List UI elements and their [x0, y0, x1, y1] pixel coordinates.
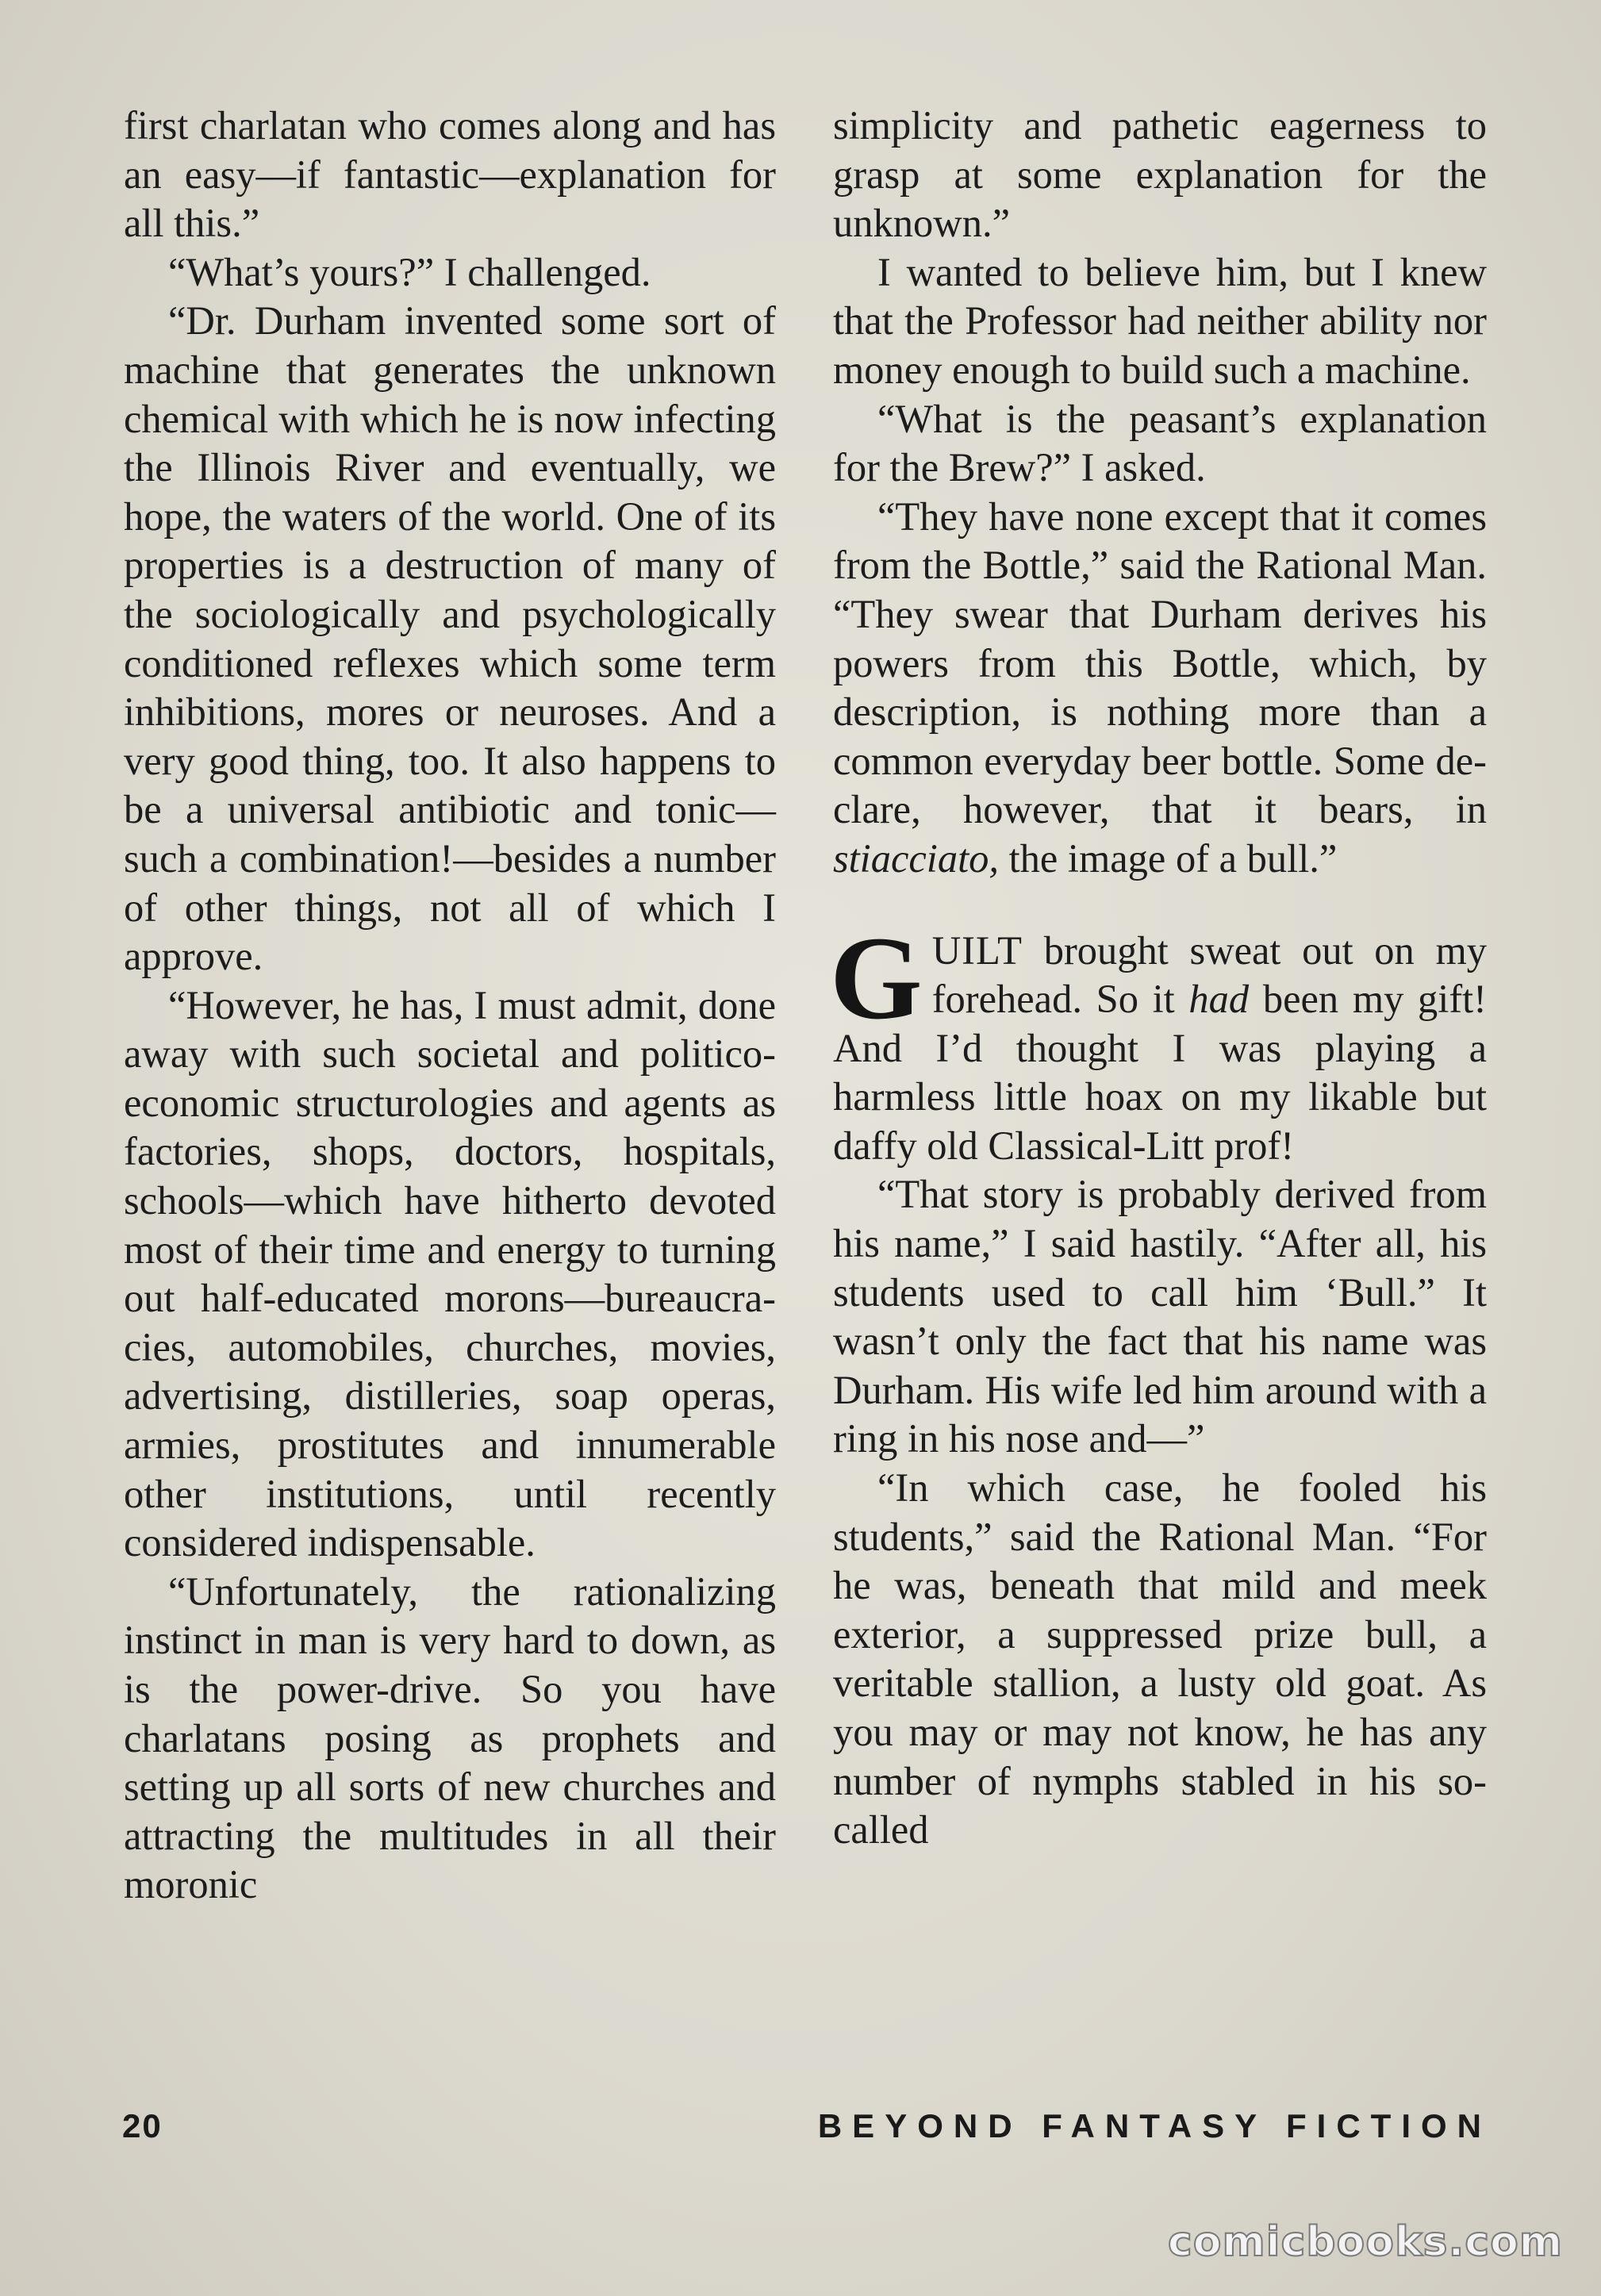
paragraph: “However, he has, I must admit, done away with such societal and politico-economic structurologies and agents as factories, shops, doctors, hospitals, schools—which have hitherto devoted most of their time and energy to turning out half-educated morons—bureaucracies, automobiles, churches, movies, advertising, distilleries, soap operas, armies, prostitutes and innumerable other institutions, until recently considered indispensable.: [124, 982, 776, 1565]
italic-word: stiacciato,: [833, 835, 999, 881]
paragraph: I wanted to believe him, but I knew that the Professor had neither ability nor money enough to build such a machine.: [833, 249, 1487, 392]
paragraph-text: brought sweat out on my forehead. So it: [931, 927, 1487, 1022]
paragraph: [833, 493, 1487, 884]
left-column: [124, 102, 776, 1910]
paragraph-text: the image of a bull.”: [998, 835, 1338, 881]
paragraph: “In which case, he fooled his students,” said the Rational Man. “For he was, beneath that mild and meek exterior, a suppressed prize bull, a veritable stallion, a lusty old goat. As you may or may not know, he has any number of nymphs stabled in his so-called: [833, 1465, 1487, 1853]
paragraph: “What is the peasant’s explanation for the Brew?” I asked.: [833, 396, 1487, 490]
lead-in-caps: UILT: [931, 927, 1023, 973]
paragraph-text: “They have none except that it comes from the Bottle,” said the Rational Man. “They swear that Durham derives his powers from this Bottle, which, by description, is nothing more than a common everyday beer bottle. Some declare, however, that it bears, in: [833, 493, 1487, 832]
paragraph: “That story is probably derived from his name,” I said hastily. “After all, his students used to call him ‘Bull.” It wasn’t only the fact that his name was Durham. His wife led him around with a ring in his nose and—”: [833, 1172, 1487, 1461]
right-column: [830, 102, 1487, 1855]
paragraph: “What’s yours?” I challenged.: [168, 249, 651, 294]
page-number: 20: [122, 2107, 163, 2144]
paragraph: “Dr. Durham invented some sort of machine that generates the unknown chemical with which he is now infecting the Illinois River and eventually, we hope, the waters of the world. One of its properties is a destruction of many of the sociologically and psychologically conditioned reflexes which some term inhibitions, mores or neuroses. And a very good thing, too. It also happens to be a universal antibiotic and tonic—such a combination!—besides a number of other things, not all of which I approve.: [124, 298, 776, 979]
paragraph-text: been my gift! And I’d thought I was playing a harmless little hoax on my likable but daffy old Classical-Litt prof!: [833, 977, 1487, 1168]
drop-cap-paragraph: [830, 912, 1487, 1171]
watermark: comicbooks.com: [1167, 2218, 1563, 2266]
paragraph: simplicity and pathetic eagerness to grasp at some explanation for the unknown.”: [833, 103, 1487, 246]
paragraph: first charlatan who comes along and has an easy—if fantastic—explanation for all this.”: [124, 103, 776, 246]
paragraph: “Unfortunately, the rationalizing instinct in man is very hard to down, as is the power-drive. So you have charlatans posing as prophets and setting up all sorts of new churches and attracting the multitudes in all their moronic: [124, 1568, 776, 1907]
running-footer-title: BEYOND FANTASY FICTION: [817, 2107, 1492, 2144]
italic-word: had: [1188, 977, 1250, 1022]
drop-cap: G: [830, 912, 923, 1044]
